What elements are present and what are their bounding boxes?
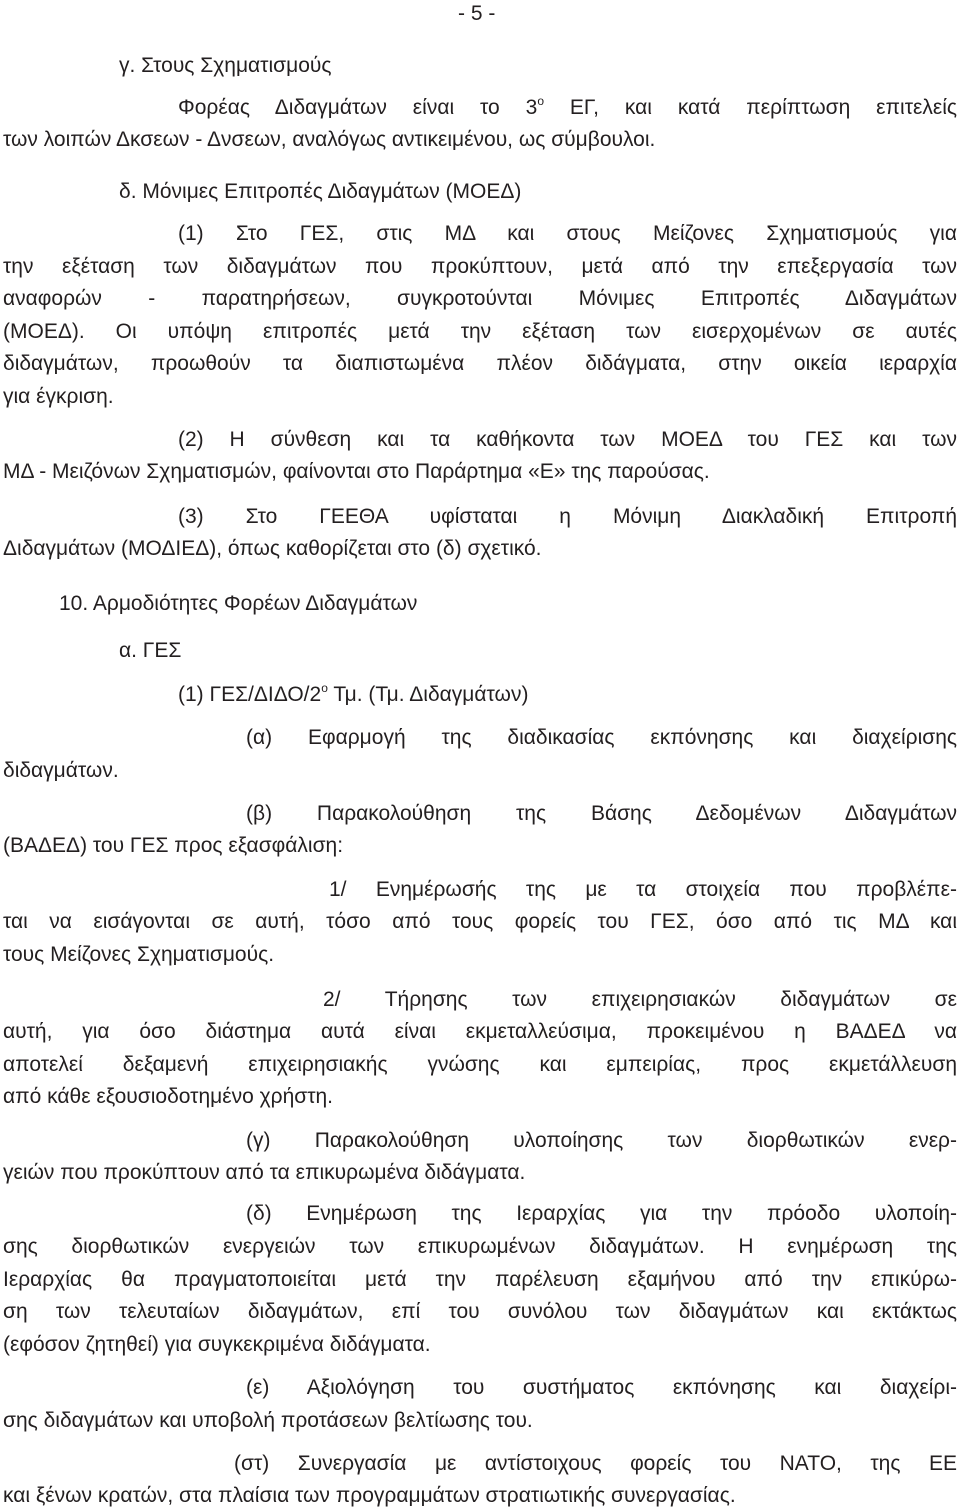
text-line: (δ) Ενημέρωση της Ιεραρχίας για την πρόοδο υλοποίη- bbox=[246, 1202, 957, 1225]
text-line: Διδαγμάτων (ΜΟΔΙΕΔ), όπως καθορίζεται στο (δ) σχετικό. bbox=[3, 537, 542, 560]
page-number: - 5 - bbox=[458, 2, 496, 25]
text-line: σης διδαγμάτων και υποβολή προτάσεων βελτίωσης του. bbox=[3, 1409, 533, 1432]
text-line: (β) Παρακολούθηση της Βάσης Δεδομένων Διδαγμάτων bbox=[246, 802, 957, 825]
text-line: (ΜΟΕΔ). Οι υπόψη επιτροπές μετά την εξέταση των εισερχομένων σε αυτές bbox=[3, 320, 957, 343]
text-line: (εφόσον ζητηθεί) για συγκεκριμένα διδάγματα. bbox=[3, 1333, 431, 1356]
text-line: την εξέταση των διδαγμάτων που προκύπτουν, μετά από την επεξεργασία των bbox=[3, 255, 957, 278]
paragraph-heading-gamma: γ. Στους Σχηματισμούς bbox=[119, 54, 332, 77]
text-line: των λοιπών Δκσεων - Δνσεων, αναλόγως αντικειμένου, ως σύμβουλοι. bbox=[3, 128, 656, 151]
text-line: για έγκριση. bbox=[3, 385, 114, 408]
text-line: (3) Στο ΓΕΕΘΑ υφίσταται η Μόνιμη Διακλαδική Επιτροπή bbox=[178, 505, 957, 528]
text-line: τους Μείζονες Σχηματισμούς. bbox=[3, 943, 275, 966]
subsection-heading-alpha: α. ΓΕΣ bbox=[119, 639, 182, 662]
text-line: (α) Εφαρμογή της διαδικασίας εκπόνησης και διαχείρισης bbox=[246, 726, 957, 749]
text-line: (γ) Παρακολούθηση υλοποίησης των διορθωτικών ενερ- bbox=[246, 1129, 957, 1152]
text-line: Φορέας Διδαγμάτων είναι το $3^o$ ΕΓ, και κατά περίπτωση επιτελείς bbox=[178, 94, 957, 119]
text-line: (ε) Αξιολόγηση του συστήματος εκπόνησης και διαχείρι- bbox=[246, 1376, 957, 1399]
paragraph-heading-delta: δ. Μόνιμες Επιτροπές Διδαγμάτων (ΜΟΕΔ) bbox=[119, 180, 522, 203]
text-line: αναφορών - παρατηρήσεων, συγκροτούνται Μόνιμες Επιτροπές Διδαγμάτων bbox=[3, 287, 957, 310]
text-line: από κάθε εξουσιοδοτημένο χρήστη. bbox=[3, 1085, 334, 1108]
text-line: ται να εισάγονται σε αυτή, τόσο από τους φορείς του ΓΕΣ, όσο από τις ΜΔ και bbox=[3, 910, 957, 933]
text-line: αποτελεί δεξαμενή επιχειρησιακής γνώσης και εμπειρίας, προς εκμετάλλευση bbox=[3, 1053, 957, 1076]
text-line: (ΒΑΔΕΔ) του ΓΕΣ προς εξασφάλιση: bbox=[3, 834, 344, 857]
text-line: ΜΔ - Μειζόνων Σχηματισμών, φαίνονται στο Παράρτημα «Ε» της παρούσας. bbox=[3, 460, 710, 483]
section-heading-10: 10. Αρμοδιότητες Φορέων Διδαγμάτων bbox=[59, 592, 418, 615]
text-line: (1) Στο ΓΕΣ, στις ΜΔ και στους Μείζονες Σχηματισμούς για bbox=[178, 222, 957, 245]
text-line: 1/ Ενημέρωσής της με τα στοιχεία που προβλέπε- bbox=[329, 878, 957, 901]
text-line: γειών που προκύπτουν από τα επικυρωμένα διδάγματα. bbox=[3, 1161, 526, 1184]
text-line: διδαγμάτων, προωθούν τα διαπιστωμένα πλέον διδάγματα, στην οικεία ιεραρχία bbox=[3, 352, 957, 375]
text-line: αυτή, για όσο διάστημα αυτά είναι εκμεταλλεύσιμα, προκειμένου η ΒΑΔΕΔ να bbox=[3, 1020, 957, 1043]
text-line: διδαγμάτων. bbox=[3, 759, 119, 782]
text-line: (στ) Συνεργασία με αντίστοιχους φορείς του ΝΑΤΟ, της ΕΕ bbox=[234, 1452, 957, 1475]
superscript: ο bbox=[321, 681, 328, 695]
superscript: ο bbox=[537, 94, 544, 108]
text-line: Ιεραρχίας θα πραγματοποιείται μετά την παρέλευση εξαμήνου από την επικύρω- bbox=[3, 1268, 957, 1291]
text-line: ση των τελευταίων διδαγμάτων, επί του συνόλου των διδαγμάτων και εκτάκτως bbox=[3, 1300, 957, 1323]
subsection-heading-1: (1) ΓΕΣ/$\Delta I\Delta O/2^o$ Τμ. (Τμ. Διδαγμάτων) bbox=[178, 681, 529, 706]
text-line: 2/ Τήρησης των επιχειρησιακών διδαγμάτων σε bbox=[323, 988, 957, 1011]
text-line: σης διορθωτικών ενεργειών των επικυρωμένων διδαγμάτων. Η ενημέρωση της bbox=[3, 1235, 957, 1258]
text-line: και ξένων κρατών, στα πλαίσια των προγραμμάτων στρατιωτικής συνεργασίας. bbox=[3, 1484, 736, 1507]
text-line: (2) Η σύνθεση και τα καθήκοντα των ΜΟΕΔ του ΓΕΣ και των bbox=[178, 428, 957, 451]
